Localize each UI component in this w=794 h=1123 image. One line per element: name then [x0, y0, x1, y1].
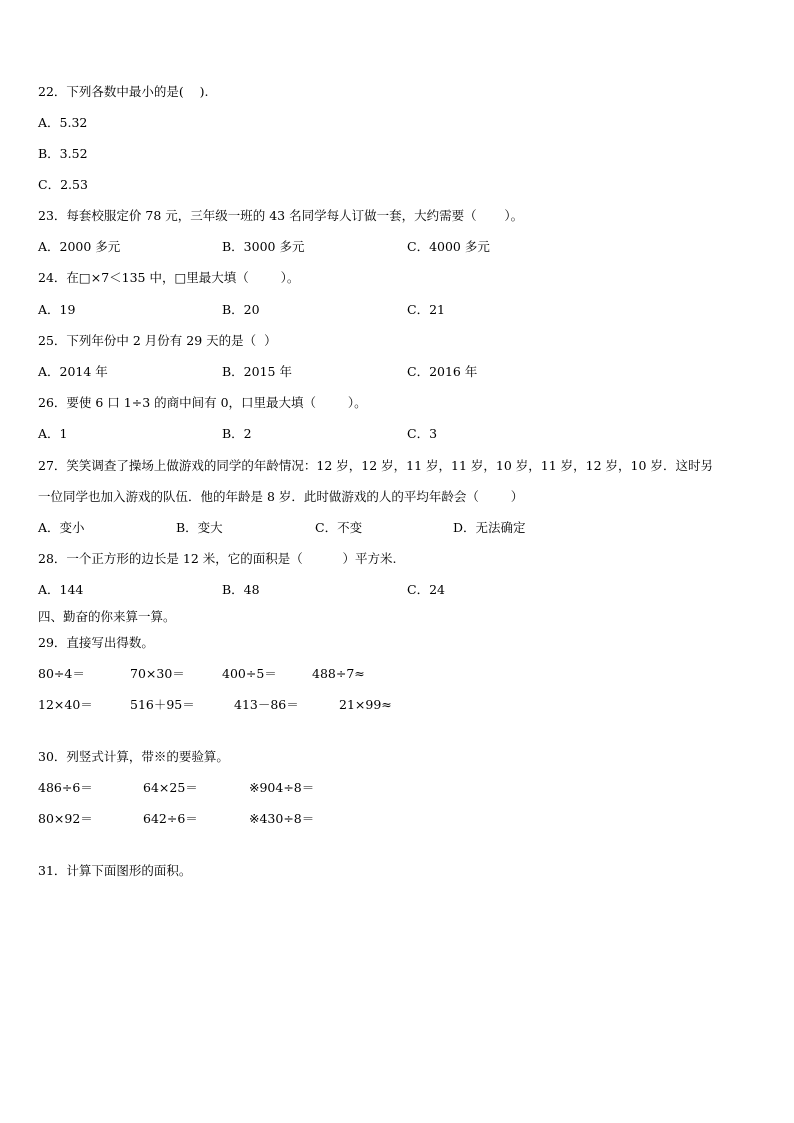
q22-option-c: C．2.53	[38, 177, 88, 192]
q28-options	[38, 581, 738, 599]
q23-stem: 23．每套校服定价 78 元，三年级一班的 43 名同学每人订做一套，大约需要（ ）。	[38, 208, 524, 223]
q27-option-c: C．不变	[315, 520, 363, 535]
q27-option-d: D．无法确定	[453, 520, 526, 535]
calc-item: 516＋95＝	[130, 697, 195, 712]
calc-item: ※430÷8＝	[249, 811, 315, 826]
q26-options	[38, 425, 738, 443]
q23-options	[38, 238, 738, 256]
q25-option-c: C．2016 年	[407, 364, 478, 379]
calc-item: 80×92＝	[38, 811, 93, 826]
calc-item: 400÷5＝	[222, 666, 277, 681]
calc-item: 486÷6＝	[38, 780, 93, 795]
q22-option-b: B．3.52	[38, 146, 88, 161]
q26-option-b: B．2	[222, 426, 252, 441]
q22-stem: 22．下列各数中最小的是( ).	[38, 84, 209, 99]
section-heading: 四、勤奋的你来算一算。	[38, 609, 176, 624]
q23-option-b: B．3000 多元	[222, 239, 305, 254]
q26-option-c: C．3	[407, 426, 438, 441]
q23-option-c: C．4000 多元	[407, 239, 490, 254]
q28-option-c: C．24	[407, 582, 445, 597]
q24-option-a: A．19	[38, 302, 76, 317]
calc-item: 21×99≈	[339, 697, 392, 712]
q27-stem-line2: 一位同学也加入游戏的队伍．他的年龄是 8 岁．此时做游戏的人的平均年龄会（ ）	[38, 489, 524, 504]
calc-item: 64×25＝	[143, 780, 198, 795]
q26-option-a: A．1	[38, 426, 68, 441]
q22-option-a: A．5.32	[38, 115, 88, 130]
q28-stem: 28．一个正方形的边长是 12 米，它的面积是（ ）平方米.	[38, 551, 397, 566]
q30-row1	[38, 779, 738, 797]
calc-item: ※904÷8＝	[249, 780, 315, 795]
calc-item: 413－86＝	[234, 697, 299, 712]
calc-item: 80÷4＝	[38, 666, 85, 681]
q27-option-b: B．变大	[176, 520, 223, 535]
q24-option-c: C．21	[407, 302, 445, 317]
calc-item: 488÷7≈	[312, 666, 365, 681]
q29-stem: 29．直接写出得数。	[38, 635, 154, 650]
calc-item: 70×30＝	[130, 666, 185, 681]
q25-stem: 25．下列年份中 2 月份有 29 天的是（ ）	[38, 333, 277, 348]
q29-row1	[38, 665, 738, 683]
q25-option-b: B．2015 年	[222, 364, 292, 379]
q26-stem: 26．要使 6 口 1÷3 的商中间有 0，口里最大填（ ）。	[38, 395, 367, 410]
calc-item: 12×40＝	[38, 697, 93, 712]
q28-option-b: B．48	[222, 582, 260, 597]
q28-option-a: A．144	[38, 582, 84, 597]
q25-option-a: A．2014 年	[38, 364, 108, 379]
q24-option-b: B．20	[222, 302, 260, 317]
q30-stem: 30．列竖式计算，带※的要验算。	[38, 749, 229, 764]
q24-options	[38, 301, 738, 319]
q31-stem: 31．计算下面图形的面积。	[38, 863, 192, 878]
q30-row2	[38, 810, 738, 828]
q24-stem: 24．在□×7＜135 中，□里最大填（ ）。	[38, 270, 300, 285]
calc-item: 642÷6＝	[143, 811, 198, 826]
q27-option-a: A．变小	[38, 520, 85, 535]
q27-stem-line1: 27．笑笑调查了操场上做游戏的同学的年龄情况：12 岁，12 岁，11 岁，11 岁，10 岁，11 岁，12 岁，10 岁．这时另	[38, 458, 713, 473]
q27-options	[38, 519, 738, 537]
q25-options	[38, 363, 738, 381]
q29-row2	[38, 696, 738, 714]
q23-option-a: A．2000 多元	[38, 239, 121, 254]
